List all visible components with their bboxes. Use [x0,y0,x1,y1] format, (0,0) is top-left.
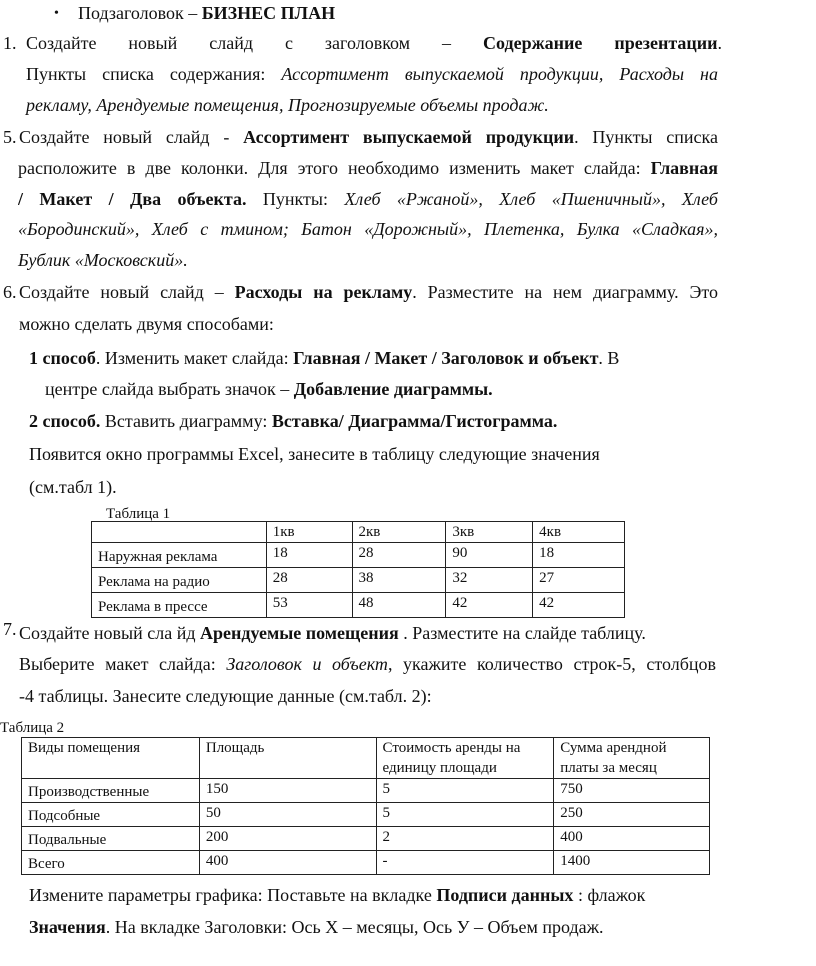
table-cell: 90 [446,543,533,568]
step5-line5: Бублик «Московский». [18,250,188,270]
table-row [22,779,710,803]
table-cell: 1400 [554,851,710,875]
excel-line2: (см.табл 1). [29,477,117,497]
table-cell: Производственные [22,779,200,803]
table-cell: 42 [533,593,625,618]
method1-line2: центре слайда выбрать значок – Добавление диаграммы. [45,379,493,399]
table1-header-cell: 4кв [533,522,625,543]
step1-line1: Создайте новый слайд с заголовком – Содержание презентации. [26,33,722,53]
table-cell: Подвальные [22,827,200,851]
step5-line4: «Бородинский», Хлеб с тмином; Батон «Дорожный», Плетенка, Булка «Сладкая», [18,219,718,239]
table-cell: 42 [446,593,533,618]
step5-line3: / Макет / Два объекта. Пункты: Хлеб «Ржаной», Хлеб «Пшеничный», Хлеб [18,189,718,209]
table-cell: 32 [446,568,533,593]
table-cell: 5 [376,803,554,827]
table1-caption: Таблица 1 [106,506,171,522]
table-row [22,803,710,827]
table-cell: 27 [533,568,625,593]
step6-number: 6. [3,282,17,302]
table1 [91,521,625,618]
step1-line3: рекламу, Арендуемые помещения, Прогнозируемые объемы продаж. [26,95,549,115]
table-cell: 400 [199,851,376,875]
step6-line2: можно сделать двумя способами: [19,314,274,334]
table1-header-row [92,522,625,543]
table2-header-cell: Стоимость аренды на единицу площади [376,738,554,779]
table-cell: Всего [22,851,200,875]
method1-line1: 1 способ. Изменить макет слайда: Главная / Макет / Заголовок и объект. В [29,348,620,368]
bullet-icon: • [54,6,59,21]
table2-header-cell: Площадь [199,738,376,779]
table-cell: - [376,851,554,875]
table-cell: 400 [554,827,710,851]
table-cell: Реклама на радио [92,568,267,593]
final-line2: Значения. На вкладке Заголовки: Ось Х – месяцы, Ось У – Объем продаж. [29,917,604,937]
table2-header-cell: Сумма арендной платы за месяц [554,738,710,779]
table-cell: Подсобные [22,803,200,827]
step7-line1: Создайте новый сла йд Арендуемые помещения . Разместите на слайде таблицу. [19,623,646,643]
table-cell: 28 [266,568,352,593]
step7-line2: Выберите макет слайда: Заголовок и объект, укажите количество строк-5, столбцов [19,654,716,674]
table-cell: 2 [376,827,554,851]
excel-line1: Появится окно программы Excel, занесите в таблицу следующие значения [29,444,600,464]
table-cell: Наружная реклама [92,543,267,568]
table1-header-cell: 3кв [446,522,533,543]
table2-header-cell: Виды помещения [22,738,200,779]
step5-number: 5. [3,127,17,147]
table-cell: 200 [199,827,376,851]
table-cell: 38 [352,568,446,593]
final-line1: Измените параметры графика: Поставьте на вкладке Подписи данных : флажок [29,885,646,905]
step6-line1: Создайте новый слайд – Расходы на рекламу. Разместите на нем диаграмму. Это [19,282,718,302]
table-row [92,568,625,593]
table-row [22,827,710,851]
table2-caption: Таблица 2 [0,720,65,736]
table2 [21,737,710,875]
step5-line1: Создайте новый слайд - Ассортимент выпускаемой продукции. Пункты списка [19,127,718,147]
table-cell: 750 [554,779,710,803]
table1-header-cell [92,522,267,543]
step7-number: 7. [3,619,17,639]
step1-line2: Пункты списка содержания: Ассортимент выпускаемой продукции, Расходы на [26,64,718,84]
table1-header-cell: 2кв [352,522,446,543]
step7-line3: -4 таблицы. Занесите следующие данные (см.табл. 2): [19,686,432,706]
table-cell: 250 [554,803,710,827]
method2-line: 2 способ. Вставить диаграмму: Вставка/ Диаграмма/Гистограмма. [29,411,558,431]
table1-header-cell: 1кв [266,522,352,543]
table-row [92,593,625,618]
table-cell: 53 [266,593,352,618]
step5-line2: расположите в две колонки. Для этого необходимо изменить макет слайда: Главная [18,158,718,178]
table-cell: 18 [266,543,352,568]
table-row [92,543,625,568]
step1-number: 1. [3,33,17,53]
table-cell: 5 [376,779,554,803]
table-row [22,851,710,875]
table-cell: 50 [199,803,376,827]
table-cell: 18 [533,543,625,568]
table2-header-row [22,738,710,779]
subheading-line: Подзаголовок – БИЗНЕС ПЛАН [78,3,336,23]
table-cell: Реклама в прессе [92,593,267,618]
table-cell: 150 [199,779,376,803]
table-cell: 48 [352,593,446,618]
table-cell: 28 [352,543,446,568]
